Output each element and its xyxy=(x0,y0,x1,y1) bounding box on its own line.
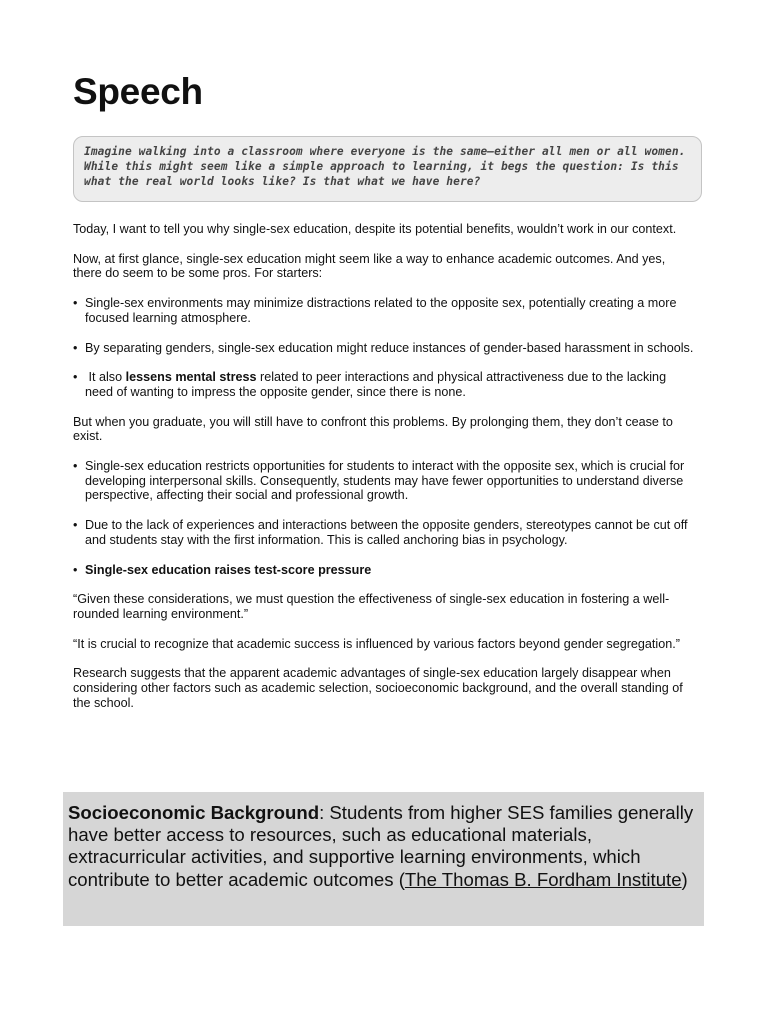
callout-heading: Socioeconomic Background xyxy=(68,802,320,823)
callout-close: ) xyxy=(681,868,688,890)
pro-bullet-distractions xyxy=(73,296,697,325)
fordham-institute-link[interactable]: The Thomas B. Fordham Institute xyxy=(404,868,682,890)
bullet-text: Due to the lack of experiences and interactions between the opposite genders, stereotypes cannot be cut off and students stay with the first information. This is called anchoring bias in psychology. xyxy=(85,518,688,547)
bullet-marker: • xyxy=(73,340,78,355)
page-title: Speech xyxy=(73,71,203,112)
speech-body xyxy=(73,222,697,710)
con-bullet-test-pressure xyxy=(73,563,697,578)
bullet-marker: • xyxy=(73,562,78,577)
bullet-marker: • xyxy=(73,459,78,474)
bullet-text: Single-sex education restricts opportunities for students to interact with the opposite sex, which is crucial for developing interpersonal skills. Consequently, students may have fewer opportunities to understand diverse perspective, affecting their social and professional growth. xyxy=(85,459,685,503)
callout-text xyxy=(68,802,699,891)
bullet-emphasis: lessens mental stress xyxy=(125,370,257,385)
intro-paragraph: Today, I want to tell you why single-sex education, despite its potential benefits, wouldn’t work in our context. xyxy=(73,222,677,236)
bullet-marker: • xyxy=(73,370,78,385)
graduation-paragraph: But when you graduate, you will still have to confront this problems. By prolonging them, they don’t cease to exist. xyxy=(73,414,673,444)
con-bullet-interpersonal xyxy=(73,459,697,503)
bullet-text-end: related to peer interactions and physical attractiveness due to the lacking need of wanting to impress the opposite gender, since there is none. xyxy=(85,370,667,399)
bullet-text: Single-sex environments may minimize distractions related to the opposite sex, potentially creating a more focused learning atmosphere. xyxy=(85,296,677,325)
con-bullet-stereotypes xyxy=(73,518,697,547)
considerations-quote: “Given these considerations, we must question the effectiveness of single-sex education in fostering a well-rounded learning environment.” xyxy=(73,592,670,621)
crucial-quote: “It is crucial to recognize that academic success is influenced by various factors beyond gender segregation.” xyxy=(73,636,680,651)
bullet-text xyxy=(85,370,697,399)
socioeconomic-callout xyxy=(63,792,704,926)
bullet-marker: • xyxy=(73,518,78,533)
bullet-marker: • xyxy=(73,296,78,311)
callout-body: : Students from higher SES families generally have better access to resources, such as educational materials, extracurricular activities, and supportive learning environments, which contribute to better academic outcomes ( xyxy=(68,802,694,890)
opening-quote-block xyxy=(73,136,702,202)
first-glance-paragraph: Now, at first glance, single-sex education might seem like a way to enhance academic outcomes. And yes, there do seem to be some pros. For starters: xyxy=(73,251,666,281)
opening-quote-text: Imagine walking into a classroom where everyone is the same—either all men or all women. While this might seem like a simple approach to learning, it begs the question: Is this what the real world looks like? Is that what we have here? xyxy=(84,145,686,188)
pro-bullet-mental-stress xyxy=(73,370,697,399)
bullet-text: Single-sex education raises test-score pressure xyxy=(85,562,372,577)
bullet-text-start: It also xyxy=(85,370,126,385)
research-paragraph: Research suggests that the apparent academic advantages of single-sex education largely disappear when considering other factors such as academic selection, socioeconomic background, and the overall standing of the school. xyxy=(73,666,683,710)
bullet-text: By separating genders, single-sex education might reduce instances of gender-based harassment in schools. xyxy=(85,340,694,355)
pro-bullet-harassment xyxy=(73,341,697,356)
